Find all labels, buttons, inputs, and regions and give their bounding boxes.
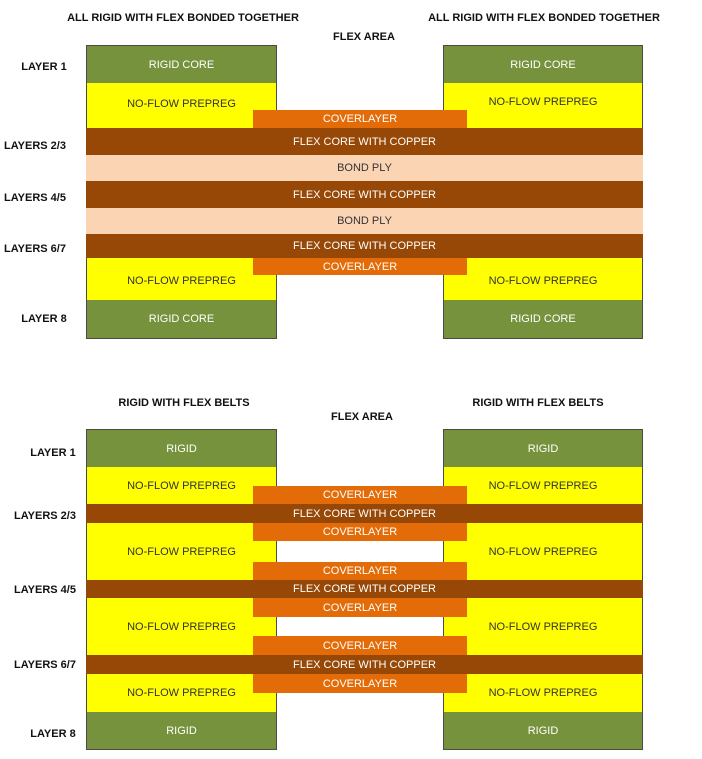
bottom-flex-area-label: FLEX AREA [331, 411, 393, 423]
top-coverlayer-lower: COVERLAYER [253, 258, 467, 275]
top-layer-label-2-3: LAYERS 2/3 [4, 140, 66, 152]
top-left-prepreg-upper: NO-FLOW PREPREG [86, 83, 277, 128]
top-left-prepreg-lower: NO-FLOW PREPREG [86, 258, 277, 300]
bottom-coverlayer-2: COVERLAYER [253, 523, 467, 541]
bottom-left-prepreg-2: NO-FLOW PREPREG [86, 523, 277, 580]
top-left-rigid-core: RIGID CORE [86, 45, 277, 83]
bottom-left-rigid-bottom: RIGID [86, 712, 277, 750]
bottom-coverlayer-6: COVERLAYER [253, 674, 467, 693]
bottom-layer-label-2-3: LAYERS 2/3 [14, 510, 76, 522]
bottom-left-prepreg-4: NO-FLOW PREPREG [86, 674, 277, 712]
bottom-right-prepreg-3: NO-FLOW PREPREG [443, 598, 643, 655]
top-header-left: ALL RIGID WITH FLEX BONDED TOGETHER [67, 12, 299, 24]
bottom-header-right: RIGID WITH FLEX BELTS [472, 397, 604, 409]
bottom-coverlayer-5: COVERLAYER [253, 636, 467, 655]
top-bond-ply-1: BOND PLY [86, 155, 643, 181]
bottom-coverlayer-3: COVERLAYER [253, 562, 467, 580]
top-right-rigid-core-bottom: RIGID CORE [443, 300, 643, 339]
top-right-prepreg-upper: NO-FLOW PREPREG [443, 83, 643, 128]
top-left-rigid-core-bottom: RIGID CORE [86, 300, 277, 339]
bottom-layer-label-1: LAYER 1 [30, 447, 76, 459]
bottom-right-rigid: RIGID [443, 429, 643, 467]
top-layer-label-6-7: LAYERS 6/7 [4, 243, 66, 255]
bottom-left-prepreg-1: NO-FLOW PREPREG [86, 467, 277, 504]
top-right-prepreg-lower: NO-FLOW PREPREG [443, 258, 643, 300]
top-layer-label-4-5: LAYERS 4/5 [4, 192, 66, 204]
bottom-flex-core-4-5: FLEX CORE WITH COPPER [86, 580, 643, 598]
bottom-right-prepreg-2: NO-FLOW PREPREG [443, 523, 643, 580]
bottom-right-prepreg-4: NO-FLOW PREPREG [443, 674, 643, 712]
bottom-layer-label-4-5: LAYERS 4/5 [14, 584, 76, 596]
top-header-right: ALL RIGID WITH FLEX BONDED TOGETHER [428, 12, 660, 24]
bottom-layer-label-6-7: LAYERS 6/7 [14, 659, 76, 671]
bottom-flex-core-6-7: FLEX CORE WITH COPPER [86, 655, 643, 674]
top-coverlayer-upper: COVERLAYER [253, 110, 467, 128]
bottom-right-rigid-bottom: RIGID [443, 712, 643, 750]
top-layer-label-8: LAYER 8 [21, 313, 67, 325]
top-flex-area-label: FLEX AREA [333, 31, 395, 43]
bottom-flex-core-2-3: FLEX CORE WITH COPPER [86, 504, 643, 523]
bottom-coverlayer-4: COVERLAYER [253, 598, 467, 617]
bottom-left-prepreg-3: NO-FLOW PREPREG [86, 598, 277, 655]
bottom-layer-label-8: LAYER 8 [30, 728, 76, 740]
top-layer-label-1: LAYER 1 [21, 61, 67, 73]
top-bond-ply-2: BOND PLY [86, 208, 643, 234]
bottom-header-left: RIGID WITH FLEX BELTS [118, 397, 250, 409]
top-flex-core-2-3: FLEX CORE WITH COPPER [86, 128, 643, 155]
bottom-coverlayer-1: COVERLAYER [253, 486, 467, 504]
top-right-rigid-core: RIGID CORE [443, 45, 643, 83]
top-flex-core-4-5: FLEX CORE WITH COPPER [86, 181, 643, 208]
bottom-left-rigid: RIGID [86, 429, 277, 467]
bottom-right-prepreg-1: NO-FLOW PREPREG [443, 467, 643, 504]
top-flex-core-6-7: FLEX CORE WITH COPPER [86, 234, 643, 258]
